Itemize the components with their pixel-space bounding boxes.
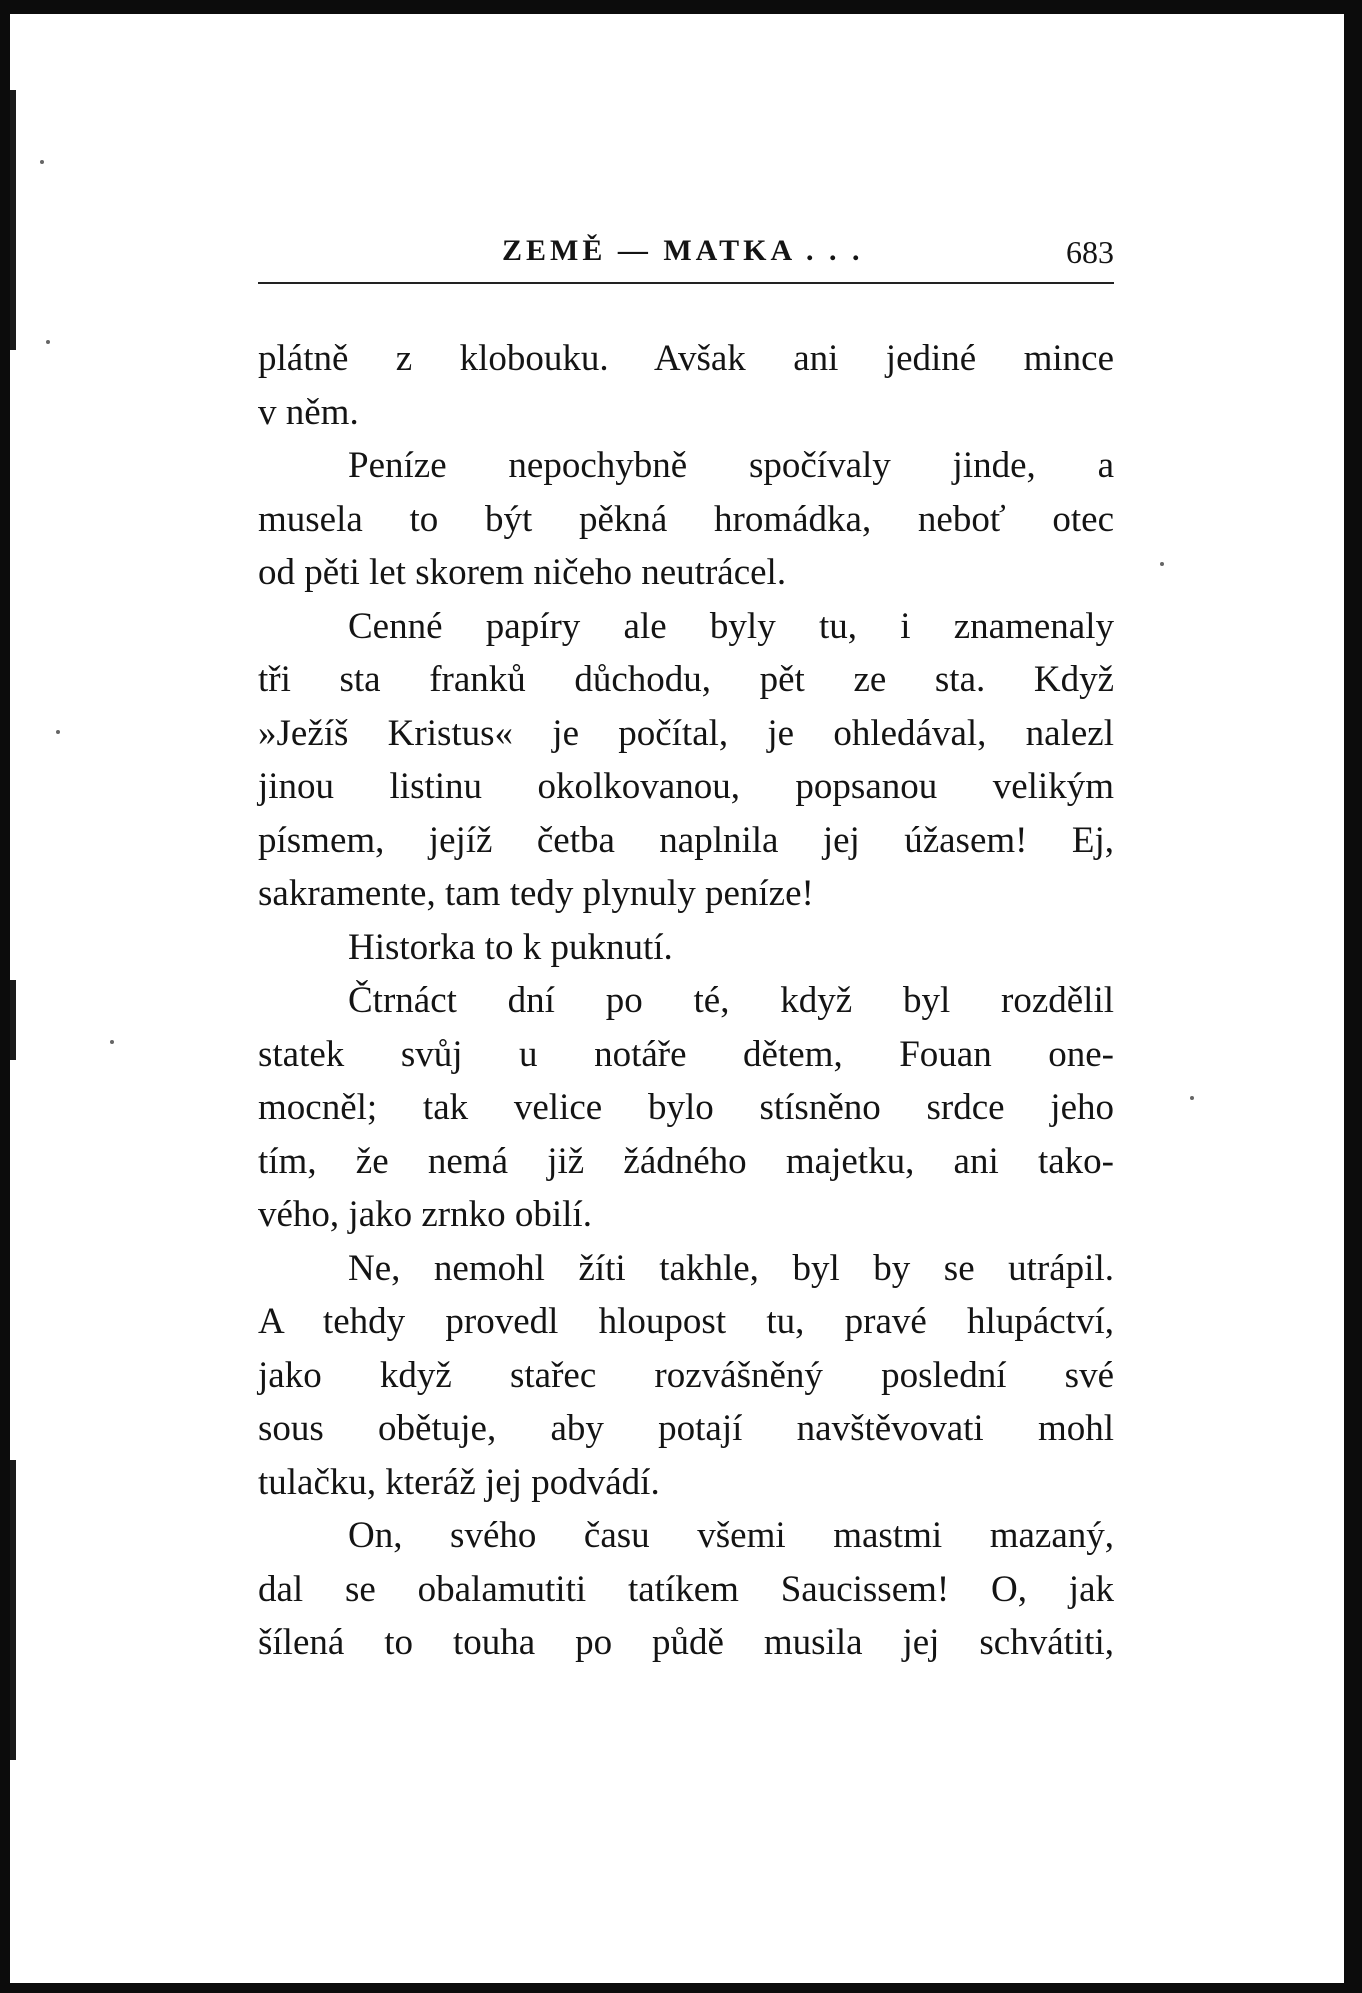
page-number: 683: [1066, 234, 1114, 270]
scan-speck: [1190, 1096, 1194, 1100]
text-line: Ne, nemohl žíti takhle, byl by se utrápil.: [348, 1247, 1114, 1289]
text-line: od pěti let skorem ničeho neutrácel.: [258, 552, 787, 593]
text-line: písmem, jejíž četba naplnila jej úžasem! Ej,: [258, 819, 1114, 861]
text-line: v něm.: [258, 391, 359, 433]
text-line: šílená to touha po půdě musila jej schvátiti,: [258, 1622, 1114, 1663]
body-text: [258, 332, 1114, 1670]
scan-speck: [1160, 562, 1164, 566]
text-line: tulačku, kteráž jej podvádí.: [258, 1461, 660, 1503]
text-line: mocněl; tak velice bylo stísněno srdce jeho: [258, 1087, 1114, 1128]
text-line: »Ježíš Kristus« je počítal, je ohledával, nalezl: [258, 712, 1114, 754]
text-line: jinou listinu okolkovanou, popsanou velikým: [258, 766, 1114, 807]
text-line: statek svůj u notáře dětem, Fouan one-: [258, 1033, 1114, 1075]
scan-border-bottom: [0, 1983, 1362, 1993]
text-line: jako když stařec rozvášněný poslední své: [258, 1354, 1114, 1396]
scan-border-right: [1344, 0, 1362, 1993]
scan-speck: [56, 730, 60, 734]
text-line: tím, že nemá již žádného majetku, ani tako-: [258, 1140, 1114, 1182]
text-line: musela to být pěkná hromádka, neboť otec: [258, 498, 1114, 540]
scan-speck: [40, 160, 44, 164]
page-header: [258, 222, 1114, 284]
scan-speck: [110, 1040, 114, 1044]
scan-border-left: [0, 0, 10, 1993]
scan-edge-mark: [10, 90, 16, 350]
text-line: Historka to k puknutí.: [348, 926, 673, 968]
text-line: Peníze nepochybně spočívaly jinde, a: [348, 445, 1114, 486]
scan-border-top: [0, 0, 1362, 14]
scan-edge-mark: [10, 980, 16, 1060]
text-line: Cenné papíry ale byly tu, i znamenaly: [348, 605, 1114, 647]
scan-speck: [46, 340, 50, 344]
running-head: ZEMĚ — MATKA . . .: [502, 234, 864, 267]
scan-edge-mark: [10, 1460, 16, 1760]
text-line: A tehdy provedl hloupost tu, pravé hlupáctví,: [258, 1301, 1114, 1342]
text-line: Čtrnáct dní po té, když byl rozdělil: [348, 980, 1114, 1021]
text-line: dal se obalamutiti tatíkem Saucissem! O, jak: [258, 1568, 1114, 1610]
text-line: tři sta franků důchodu, pět ze sta. Když: [258, 659, 1114, 700]
text-line: On, svého času všemi mastmi mazaný,: [348, 1515, 1114, 1556]
text-line: plátně z klobouku. Avšak ani jediné mince: [258, 338, 1114, 379]
text-line: sous obětuje, aby potají navštěvovati mohl: [258, 1408, 1114, 1449]
text-line: vého, jako zrnko obilí.: [258, 1194, 592, 1235]
text-line: sakramente, tam tedy plynuly peníze!: [258, 873, 814, 914]
